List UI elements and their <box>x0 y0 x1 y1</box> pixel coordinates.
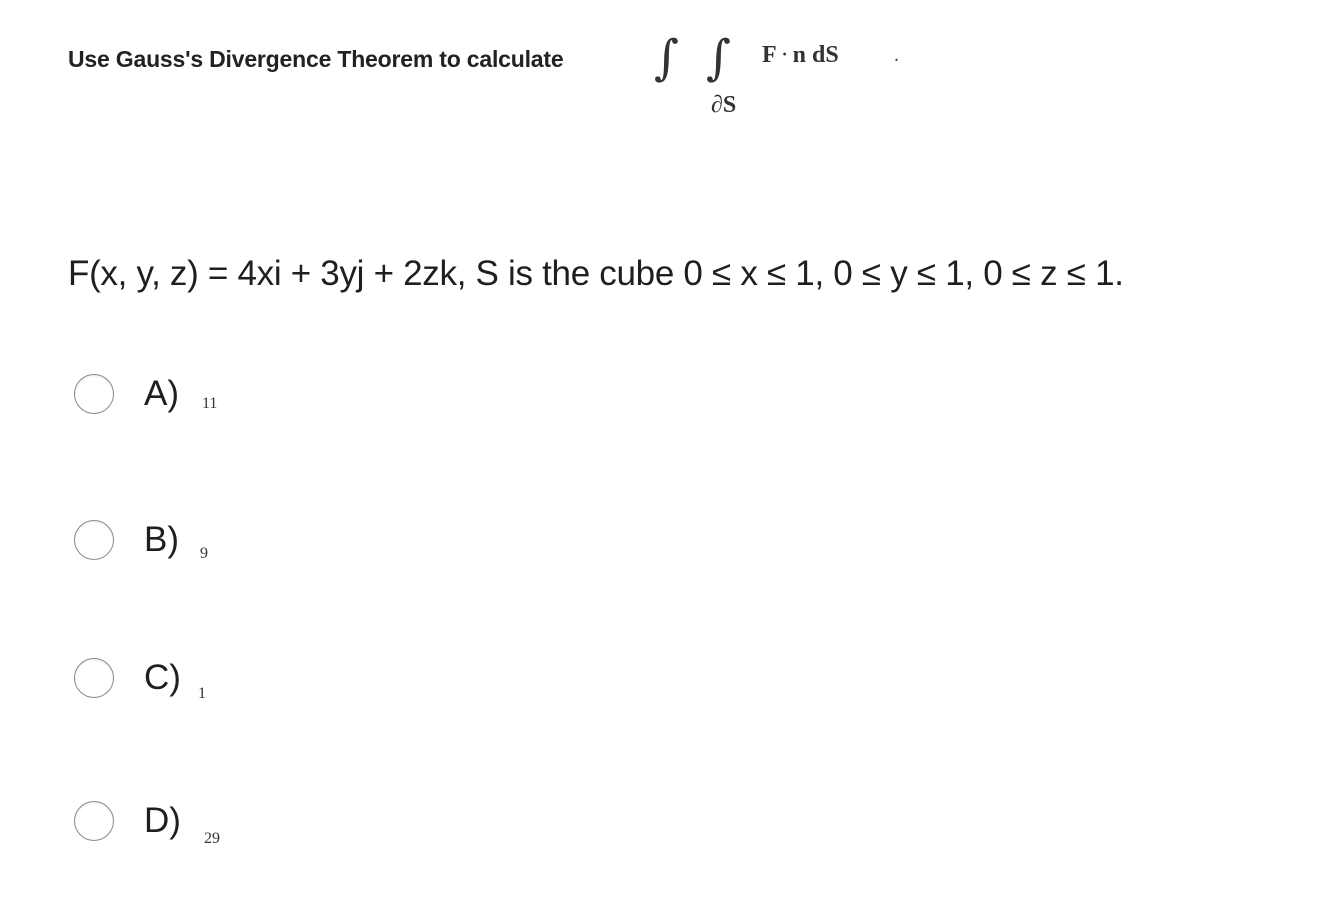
option-letter-d: D) <box>144 801 181 840</box>
option-value-b: 9 <box>200 545 208 562</box>
radio-button-a[interactable] <box>74 374 114 414</box>
field-statement: F(x, y, z) = 4xi + 3yj + 2zk, S is the cube 0 ≤ x ≤ 1, 0 ≤ y ≤ 1, 0 ≤ z ≤ 1. <box>68 254 1124 293</box>
prompt-period: . <box>894 44 899 66</box>
radio-button-d[interactable] <box>74 801 114 841</box>
integrand-dot: · <box>780 42 789 68</box>
option-value-d: 29 <box>204 830 220 847</box>
option-value-c: 1 <box>198 685 206 702</box>
integral-sign-outer: ∫ <box>654 30 680 86</box>
option-letter-b: B) <box>144 520 179 559</box>
option-value-a: 11 <box>202 395 218 412</box>
integral-lower-limit: ∂S <box>711 92 737 118</box>
prompt-text: Use Gauss's Divergence Theorem to calculate <box>68 46 564 72</box>
radio-button-b[interactable] <box>74 520 114 560</box>
option-letter-a: A) <box>144 374 179 413</box>
option-letter-c: C) <box>144 658 181 697</box>
integrand-vector-f: F <box>762 42 777 68</box>
radio-button-c[interactable] <box>74 658 114 698</box>
integral-sign-inner: ∫ <box>706 30 732 86</box>
integrand-normal-ds: n dS <box>792 42 839 68</box>
integrand <box>762 40 839 70</box>
